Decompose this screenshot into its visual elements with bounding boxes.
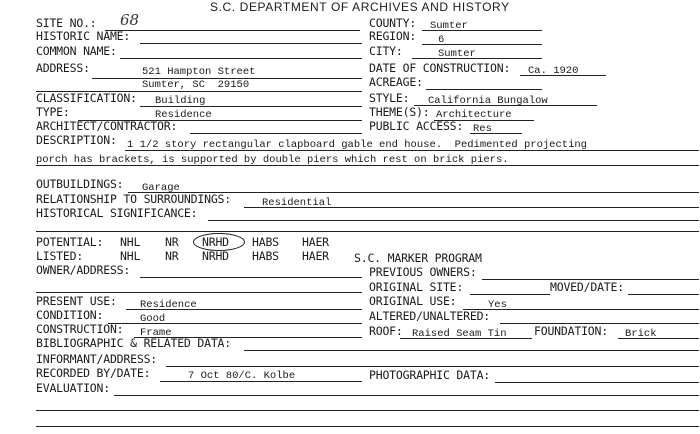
listed-nr: NR: [165, 249, 179, 263]
style-label: STYLE:: [369, 91, 410, 105]
recorded-by-label: RECORDED BY/DATE:: [36, 366, 151, 380]
public-access-line: [470, 133, 522, 134]
historical-significance-label: HISTORICAL SIGNIFICANCE:: [36, 206, 198, 220]
county-line: [422, 30, 542, 31]
recorded-by-line: [160, 381, 362, 382]
description-line2-value: porch has brackets, is supported by double piers which rest on brick piers.: [36, 154, 509, 166]
potential-habs: HABS: [252, 235, 279, 249]
city-line: [412, 58, 542, 59]
potential-nrhd: NRHD: [202, 235, 229, 249]
owner-address-label: OWNER/ADDRESS:: [36, 263, 131, 277]
public-access-label: PUBLIC ACCESS:: [369, 119, 464, 133]
style-line: [414, 105, 597, 106]
themes-label: THEME(S):: [369, 105, 430, 119]
city-value: Sumter: [438, 48, 476, 60]
potential-haer: HAER: [302, 235, 329, 249]
original-use-value: Yes: [488, 299, 507, 311]
form-header: S.C. DEPARTMENT OF ARCHIVES AND HISTORY: [210, 0, 510, 14]
description-label: DESCRIPTION:: [36, 133, 117, 147]
original-site-line: [470, 294, 550, 295]
informant-line: [166, 366, 699, 367]
date-construction-label: DATE OF CONSTRUCTION:: [369, 61, 511, 75]
roof-value: Raised Seam Tin: [412, 328, 507, 340]
type-value: Residence: [155, 109, 212, 121]
historic-name-line: [140, 43, 362, 44]
date-construction-value: Ca. 1920: [528, 65, 579, 77]
potential-label: POTENTIAL:: [36, 235, 104, 249]
common-name-label: COMMON NAME:: [36, 44, 117, 58]
evaluation-line: [114, 395, 699, 396]
foundation-value: Brick: [625, 328, 657, 340]
classification-label: CLASSIFICATION:: [36, 91, 137, 105]
city-label: CITY:: [369, 44, 403, 58]
bibliographic-line: [244, 350, 699, 351]
listed-nhl: NHL: [120, 249, 141, 263]
moved-date-label: MOVED/DATE:: [550, 280, 624, 294]
construction-value: Frame: [140, 327, 172, 339]
architect-line: [190, 133, 362, 134]
type-label: TYPE:: [36, 105, 70, 119]
outbuildings-label: OUTBUILDINGS:: [36, 177, 124, 191]
bibliographic-label: BIBLIOGRAPHIC & RELATED DATA:: [36, 336, 231, 350]
county-value: Sumter: [430, 20, 468, 32]
original-use-label: ORIGINAL USE:: [369, 294, 457, 308]
recorded-by-value: 7 Oct 80/C. Kolbe: [188, 370, 296, 382]
description-line1: [125, 150, 699, 151]
county-label: COUNTY:: [369, 16, 417, 30]
potential-nhl: NHL: [120, 235, 141, 249]
construction-label: CONSTRUCTION:: [36, 322, 124, 336]
acreage-line: [426, 89, 542, 90]
foundation-line: [618, 338, 699, 339]
listed-nrhd: NRHD: [202, 249, 229, 263]
region-label: REGION:: [369, 29, 417, 43]
region-line: [422, 44, 542, 45]
listed-label: LISTED:: [36, 249, 84, 263]
classification-value: Building: [155, 95, 206, 107]
address-line2-value: Sumter, SC 29150: [142, 79, 250, 91]
classification-line: [140, 106, 362, 107]
address-label: ADDRESS:: [36, 61, 90, 75]
condition-line: [108, 323, 362, 324]
relationship-value: Residential: [262, 197, 332, 209]
outbuildings-value: Garage: [142, 182, 180, 194]
owner-address-line: [140, 277, 362, 278]
listed-habs: HABS: [252, 249, 279, 263]
photographic-label: PHOTOGRAPHIC DATA:: [369, 368, 491, 382]
present-use-line: [126, 309, 362, 310]
evaluation-label: EVALUATION:: [36, 381, 110, 395]
potential-nr: NR: [165, 235, 179, 249]
present-use-label: PRESENT USE:: [36, 294, 117, 308]
photographic-line: [495, 382, 699, 383]
foundation-label: FOUNDATION:: [534, 324, 608, 338]
region-value: 6: [438, 34, 445, 46]
common-name-line: [120, 58, 362, 59]
informant-label: INFORMANT/ADDRESS:: [36, 352, 158, 366]
themes-value: Architecture: [436, 109, 512, 121]
architect-label: ARCHITECT/CONTRACTOR:: [36, 119, 178, 133]
original-use-line: [463, 309, 699, 310]
condition-value: Good: [140, 313, 166, 325]
owner-address-line2: [36, 292, 362, 293]
acreage-label: ACREAGE:: [369, 75, 423, 89]
roof-label: ROOF:: [369, 324, 403, 338]
evaluation-line3: [36, 426, 699, 427]
historical-significance-line: [208, 220, 699, 221]
historical-significance-line2: [36, 231, 699, 232]
style-value: California Bungalow: [428, 95, 548, 107]
moved-date-line: [628, 294, 699, 295]
marker-program-label: S.C. MARKER PROGRAM: [354, 251, 482, 265]
description-line2: [36, 165, 699, 166]
site-no-value: 68: [120, 11, 140, 29]
relationship-label: RELATIONSHIP TO SURROUNDINGS:: [36, 192, 231, 206]
relationship-line: [244, 207, 699, 208]
evaluation-line2: [36, 410, 699, 411]
site-no-line: [105, 30, 360, 31]
date-construction-line: [520, 75, 606, 76]
original-site-label: ORIGINAL SITE:: [369, 280, 464, 294]
present-use-value: Residence: [140, 299, 197, 311]
listed-haer: HAER: [302, 249, 329, 263]
roof-line: [400, 338, 532, 339]
address-line1-value: 521 Hampton Street: [142, 66, 256, 78]
public-access-value: Res: [473, 123, 492, 135]
description-line1-value: 1 1/2 story rectangular clapboard gable end house. Pedimented projecting: [127, 139, 587, 151]
site-no-label: SITE NO.:: [36, 16, 97, 30]
altered-label: ALTERED/UNALTERED:: [369, 309, 491, 323]
previous-owners-label: PREVIOUS OWNERS:: [369, 265, 477, 279]
historic-name-label: HISTORIC NAME:: [36, 29, 131, 43]
condition-label: CONDITION:: [36, 308, 104, 322]
